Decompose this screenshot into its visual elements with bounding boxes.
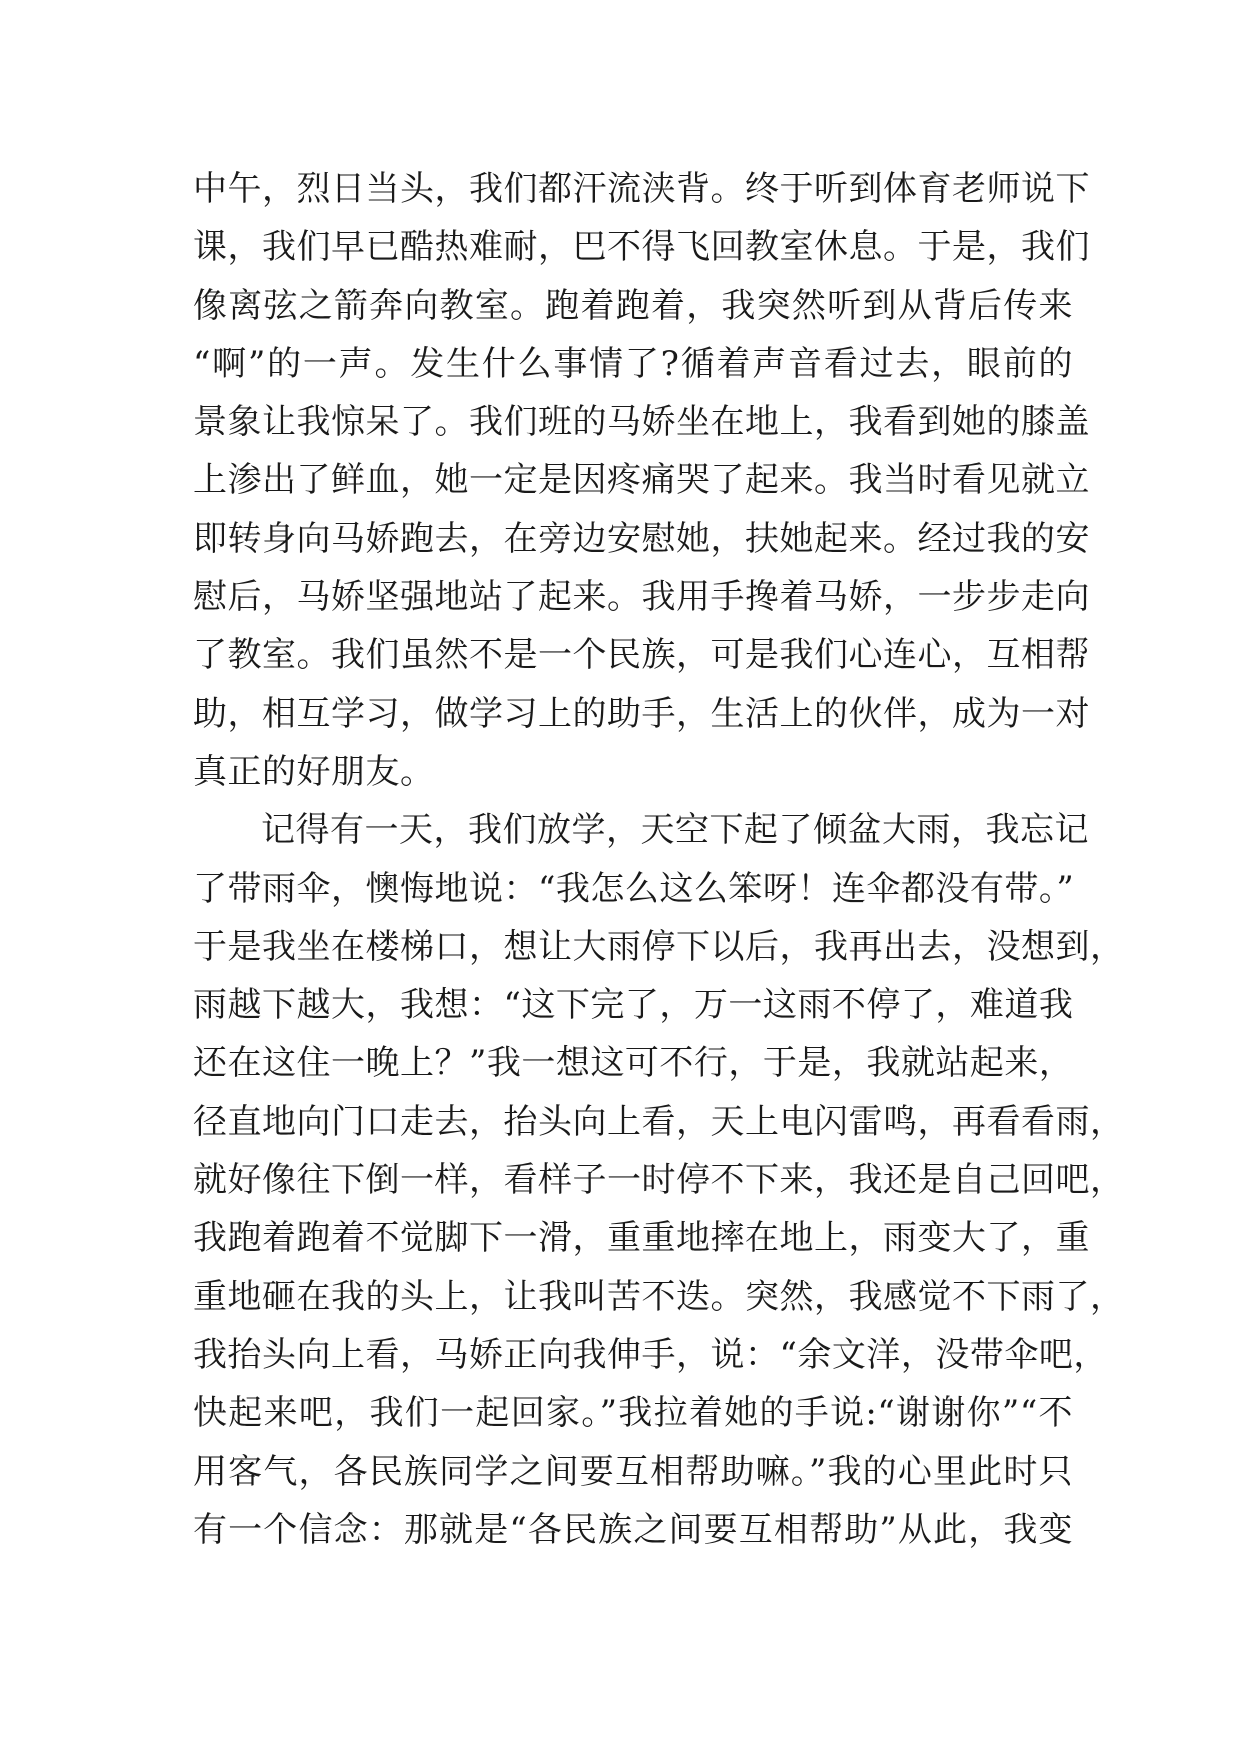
text-line: 慰后，马娇坚强地站了起来。我用手搀着马娇，一步步走向 — [193, 577, 1090, 618]
text-line: 有一个信念：那就是“各民族之间要互相帮助”从此，我变 — [193, 1509, 1073, 1550]
text-line: 了带雨伞，懊悔地说：“我怎么这么笨呀！连伞都没有带。” — [193, 868, 1075, 909]
text-line: 就好像往下倒一样，看样子一时停不下来，我还是自己回吧， — [193, 1160, 1125, 1201]
text-line: 了教室。我们虽然不是一个民族，可是我们心连心，互相帮 — [193, 635, 1090, 676]
text-line: 景象让我惊呆了。我们班的马娇坐在地上，我看到她的膝盖 — [193, 402, 1090, 443]
paragraph-1 — [193, 160, 1090, 801]
text-line: 于是我坐在楼梯口，想让大雨停下以后，我再出去，没想到， — [193, 926, 1125, 967]
text-line: 我抬头向上看，马娇正向我伸手，说：“余文洋，没带伞吧， — [193, 1334, 1108, 1375]
text-line: 中午，烈日当头，我们都汗流浃背。终于听到体育老师说下 — [193, 169, 1090, 209]
text-line: 重地砸在我的头上，让我叫苦不迭。突然，我感觉不下雨了， — [193, 1276, 1125, 1317]
text-line: 记得有一天，我们放学，天空下起了倾盆大雨，我忘记 — [261, 810, 1089, 851]
body-text — [193, 160, 1125, 1559]
text-line: 上渗出了鲜血，她一定是因疼痛哭了起来。我当时看见就立 — [193, 460, 1090, 501]
text-line: 雨越下越大，我想：“这下完了，万一这雨不停了，难道我 — [193, 985, 1074, 1026]
text-line: “啊”的一声。发生什么事情了?循着声音看过去，眼前的 — [193, 343, 1073, 384]
text-line: 径直地向门口走去，抬头向上看，天上电闪雷鸣，再看看雨， — [193, 1101, 1125, 1142]
text-line: 我跑着跑着不觉脚下一滑，重重地摔在地上，雨变大了，重 — [193, 1218, 1090, 1259]
text-line: 助，相互学习，做学习上的助手，生活上的伙伴，成为一对 — [193, 693, 1090, 734]
text-line: 用客气，各民族同学之间要互相帮助嘛。”我的心里此时只 — [193, 1451, 1073, 1492]
text-line: 真正的好朋友。 — [193, 751, 435, 792]
text-line: 还在这住一晚上？”我一想这可不行，于是，我就站起来， — [193, 1043, 1074, 1084]
paragraph-2 — [193, 801, 1125, 1559]
text-line: 快起来吧，我们一起回家。”我拉着她的手说:“谢谢你”“不 — [193, 1393, 1073, 1434]
text-line: 即转身向马娇跑去，在旁边安慰她，扶她起来。经过我的安 — [193, 518, 1090, 559]
text-line: 像离弦之箭奔向教室。跑着跑着，我突然听到从背后传来 — [193, 285, 1073, 326]
text-line: 课，我们早已酷热难耐，巴不得飞回教室休息。于是，我们 — [193, 227, 1090, 268]
